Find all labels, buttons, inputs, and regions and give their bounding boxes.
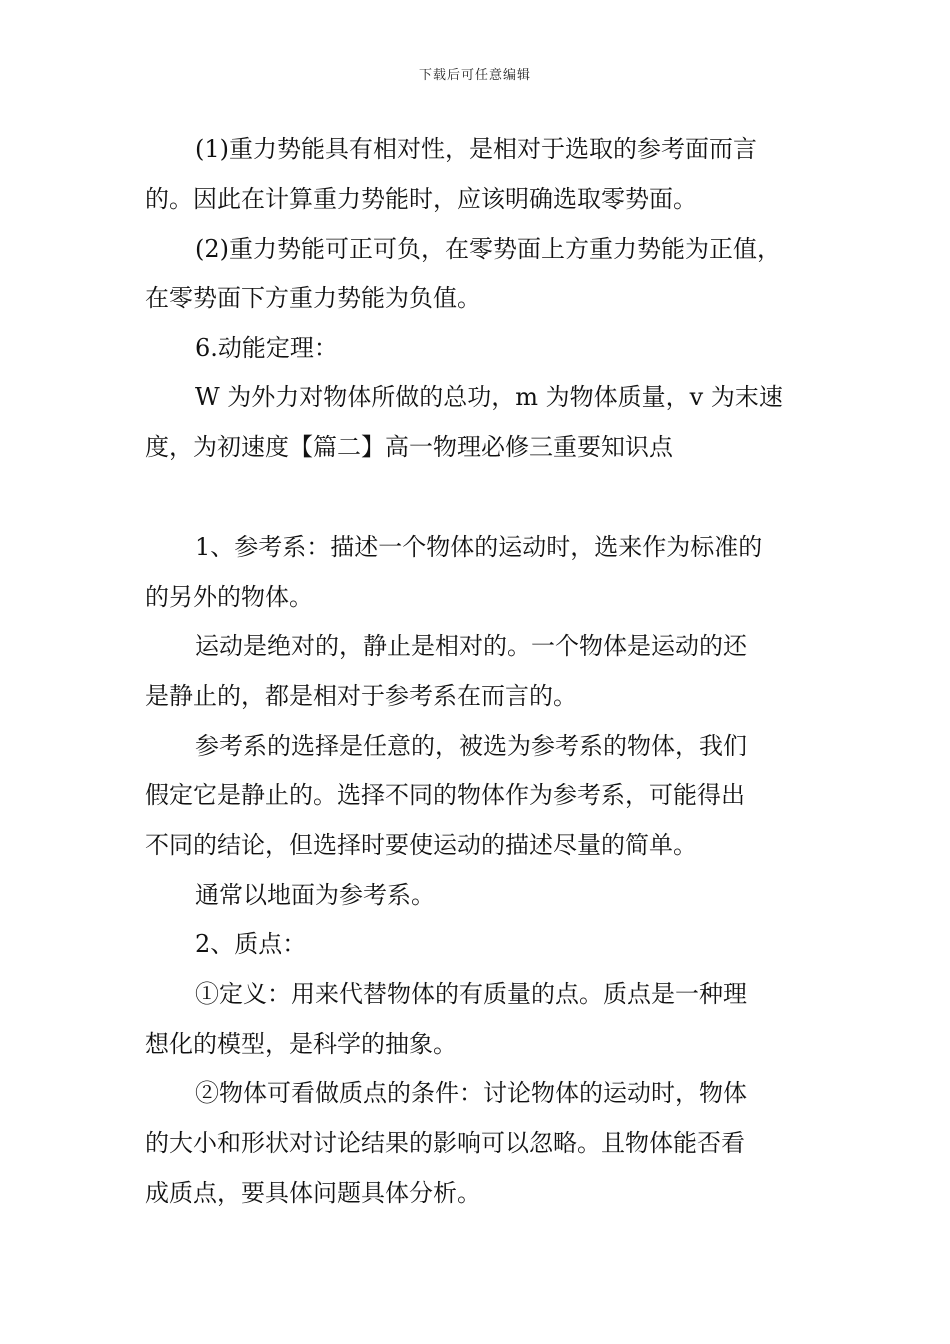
text-line: 运动是绝对的，静止是相对的。一个物体是运动的还 [195,632,747,660]
text-line: 的另外的物体。 [145,583,313,611]
text-line: 度，为初速度【篇二】高一物理必修三重要知识点 [145,433,673,461]
text-line: 成质点，要具体问题具体分析。 [145,1179,481,1207]
text-line: 想化的模型，是科学的抽象。 [145,1030,457,1058]
text-line: (2)重力势能可正可负，在零势面上方重力势能为正值， [195,235,781,263]
text-line: 假定它是静止的。选择不同的物体作为参考系，可能得出 [145,781,745,809]
text-line: 1、参考系：描述一个物体的运动时，选来作为标准的 [195,533,763,561]
text-line: W 为外力对物体所做的总功，m 为物体质量，v 为末速 [195,383,783,411]
text-line: 不同的结论，但选择时要使运动的描述尽量的简单。 [145,831,697,859]
text-line: 2、质点： [195,930,307,958]
text-line: ①定义：用来代替物体的有质量的点。质点是一种理 [195,980,747,1008]
text-line: ②物体可看做质点的条件：讨论物体的运动时，物体 [195,1079,747,1107]
text-line: 的。因此在计算重力势能时，应该明确选取零势面。 [145,185,697,213]
text-line: 参考系的选择是任意的，被选为参考系的物体，我们 [195,732,747,760]
text-line: 是静止的，都是相对于参考系在而言的。 [145,682,577,710]
text-line: 在零势面下方重力势能为负值。 [145,284,481,312]
page-header: 下载后可任意编辑 [418,68,531,83]
text-line: 的大小和形状对讨论结果的影响可以忽略。且物体能否看 [145,1129,745,1157]
text-line: 6.动能定理： [195,334,338,362]
text-line: (1)重力势能具有相对性，是相对于选取的参考面而言 [195,135,757,163]
text-line: 通常以地面为参考系。 [195,881,435,909]
